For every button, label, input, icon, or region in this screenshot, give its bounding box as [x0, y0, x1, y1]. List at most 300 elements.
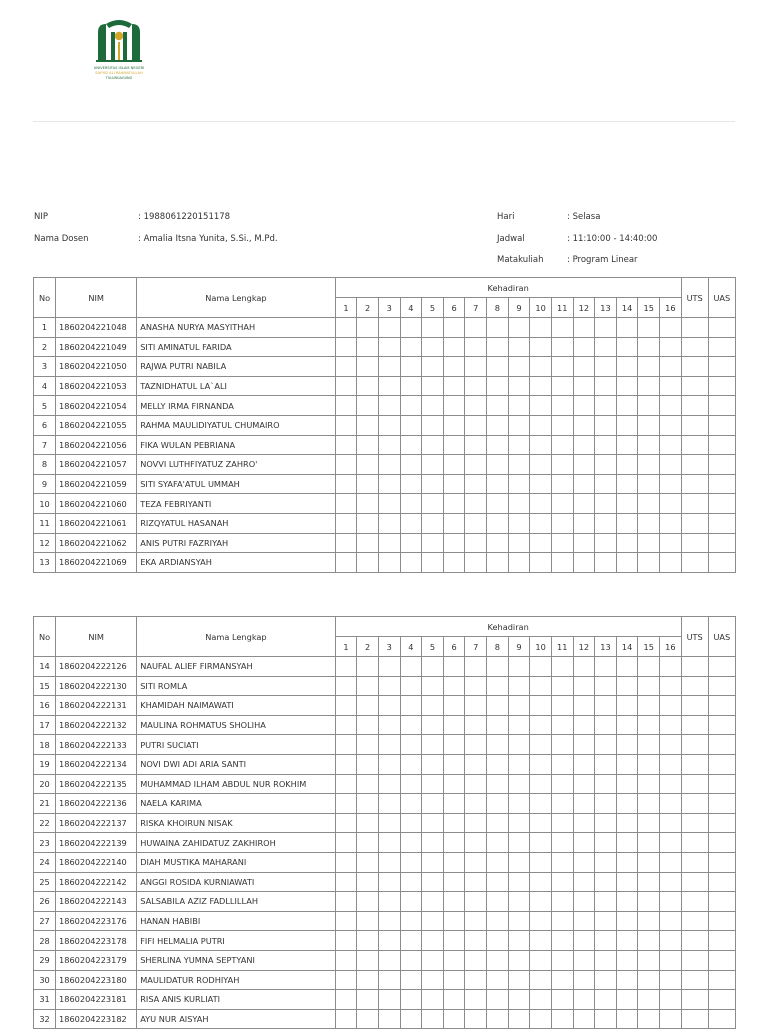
cell-attendance	[551, 396, 573, 416]
cell-attendance	[616, 715, 638, 735]
cell-attendance	[616, 513, 638, 533]
cell-attendance	[335, 357, 357, 377]
cell-nim: 1860204222137	[56, 813, 137, 833]
cell-attendance	[357, 774, 379, 794]
cell-attendance	[595, 337, 617, 357]
cell-uas	[708, 455, 735, 475]
cell-uas	[708, 415, 735, 435]
cell-nim: 1860204222130	[56, 676, 137, 696]
cell-attendance	[335, 376, 357, 396]
cell-attendance	[616, 474, 638, 494]
cell-attendance	[378, 872, 400, 892]
cell-nama: RAHMA MAULIDIYATUL CHUMAIRO	[137, 415, 335, 435]
cell-attendance	[335, 774, 357, 794]
cell-nim: 1860204221059	[56, 474, 137, 494]
cell-attendance	[660, 754, 682, 774]
cell-attendance	[487, 852, 509, 872]
cell-attendance	[573, 455, 595, 475]
cell-attendance	[573, 376, 595, 396]
cell-nama: SITI ROMLA	[137, 676, 335, 696]
cell-attendance	[465, 813, 487, 833]
cell-nama: KHAMIDAH NAIMAWATI	[137, 696, 335, 716]
cell-attendance	[400, 657, 422, 677]
table-row	[34, 754, 736, 774]
cell-attendance	[422, 931, 444, 951]
cell-attendance	[400, 357, 422, 377]
cell-attendance	[573, 813, 595, 833]
cell-attendance	[530, 455, 552, 475]
cell-attendance	[335, 833, 357, 853]
cell-attendance	[465, 676, 487, 696]
cell-attendance	[508, 396, 530, 416]
cell-attendance	[638, 553, 660, 573]
cell-nim: 1860204222135	[56, 774, 137, 794]
cell-attendance	[530, 911, 552, 931]
col-header-session: 12	[573, 637, 595, 657]
cell-attendance	[335, 794, 357, 814]
cell-attendance	[638, 813, 660, 833]
cell-attendance	[660, 872, 682, 892]
col-header-uts: UTS	[681, 278, 708, 318]
cell-attendance	[400, 676, 422, 696]
cell-uts	[681, 696, 708, 716]
cell-attendance	[551, 337, 573, 357]
cell-attendance	[551, 794, 573, 814]
cell-no: 2	[34, 337, 56, 357]
table-row	[34, 455, 736, 475]
cell-attendance	[443, 774, 465, 794]
cell-attendance	[465, 696, 487, 716]
cell-attendance	[595, 892, 617, 912]
cell-nim: 1860204221048	[56, 318, 137, 338]
cell-attendance	[400, 892, 422, 912]
cell-attendance	[487, 657, 509, 677]
cell-attendance	[378, 396, 400, 416]
cell-attendance	[616, 892, 638, 912]
table-row	[34, 553, 736, 573]
cell-nama: EKA ARDIANSYAH	[137, 553, 335, 573]
col-header-session: 16	[660, 637, 682, 657]
cell-attendance	[378, 455, 400, 475]
cell-attendance	[530, 657, 552, 677]
col-header-session: 5	[422, 637, 444, 657]
cell-uts	[681, 735, 708, 755]
col-header-session: 7	[465, 637, 487, 657]
table-row	[34, 357, 736, 377]
cell-attendance	[487, 415, 509, 435]
cell-attendance	[573, 774, 595, 794]
cell-attendance	[400, 376, 422, 396]
cell-attendance	[616, 833, 638, 853]
cell-attendance	[378, 774, 400, 794]
cell-attendance	[530, 474, 552, 494]
cell-attendance	[400, 396, 422, 416]
cell-attendance	[400, 970, 422, 990]
cell-attendance	[357, 872, 379, 892]
cell-attendance	[378, 415, 400, 435]
cell-attendance	[335, 494, 357, 514]
cell-attendance	[660, 1009, 682, 1029]
cell-attendance	[638, 435, 660, 455]
cell-attendance	[616, 813, 638, 833]
cell-attendance	[422, 774, 444, 794]
cell-attendance	[335, 553, 357, 573]
cell-attendance	[400, 318, 422, 338]
cell-nama: PUTRI SUCIATI	[137, 735, 335, 755]
cell-attendance	[422, 415, 444, 435]
cell-attendance	[508, 455, 530, 475]
cell-attendance	[616, 435, 638, 455]
cell-attendance	[335, 474, 357, 494]
cell-attendance	[508, 794, 530, 814]
cell-attendance	[595, 872, 617, 892]
cell-uas	[708, 357, 735, 377]
cell-attendance	[595, 794, 617, 814]
cell-no: 7	[34, 435, 56, 455]
cell-uts	[681, 715, 708, 735]
table-row	[34, 911, 736, 931]
cell-attendance	[660, 990, 682, 1010]
cell-uts	[681, 455, 708, 475]
col-header-nama: Nama Lengkap	[137, 617, 335, 657]
cell-nim: 1860204221055	[56, 415, 137, 435]
cell-attendance	[487, 970, 509, 990]
cell-attendance	[465, 533, 487, 553]
cell-attendance	[400, 990, 422, 1010]
cell-attendance	[443, 931, 465, 951]
cell-attendance	[378, 337, 400, 357]
cell-attendance	[508, 754, 530, 774]
cell-no: 3	[34, 357, 56, 377]
cell-attendance	[378, 892, 400, 912]
dosen-label: Nama Dosen	[34, 234, 89, 244]
cell-nim: 1860204222133	[56, 735, 137, 755]
cell-nim: 1860204221053	[56, 376, 137, 396]
cell-attendance	[638, 950, 660, 970]
cell-attendance	[443, 872, 465, 892]
cell-attendance	[595, 754, 617, 774]
cell-attendance	[357, 892, 379, 912]
cell-attendance	[357, 435, 379, 455]
cell-attendance	[595, 396, 617, 416]
cell-attendance	[616, 990, 638, 1010]
cell-attendance	[443, 455, 465, 475]
cell-uas	[708, 396, 735, 416]
cell-no: 8	[34, 455, 56, 475]
cell-attendance	[400, 455, 422, 475]
cell-attendance	[551, 872, 573, 892]
cell-no: 29	[34, 950, 56, 970]
cell-attendance	[530, 513, 552, 533]
cell-uas	[708, 533, 735, 553]
cell-attendance	[357, 754, 379, 774]
cell-attendance	[357, 676, 379, 696]
table-row	[34, 735, 736, 755]
cell-attendance	[487, 553, 509, 573]
cell-attendance	[465, 513, 487, 533]
cell-uas	[708, 376, 735, 396]
cell-attendance	[573, 357, 595, 377]
cell-attendance	[465, 415, 487, 435]
nip-label: NIP	[34, 212, 48, 222]
cell-attendance	[660, 553, 682, 573]
cell-uas	[708, 990, 735, 1010]
cell-attendance	[660, 696, 682, 716]
cell-attendance	[530, 892, 552, 912]
cell-attendance	[443, 357, 465, 377]
cell-attendance	[465, 852, 487, 872]
cell-attendance	[638, 715, 660, 735]
cell-attendance	[508, 872, 530, 892]
cell-nama: RISA ANIS KURLIATI	[137, 990, 335, 1010]
cell-attendance	[530, 318, 552, 338]
cell-nim: 1860204223182	[56, 1009, 137, 1029]
cell-attendance	[660, 376, 682, 396]
cell-attendance	[551, 735, 573, 755]
cell-attendance	[508, 553, 530, 573]
cell-uts	[681, 911, 708, 931]
cell-attendance	[443, 533, 465, 553]
cell-nim: 1860204223179	[56, 950, 137, 970]
cell-attendance	[551, 990, 573, 1010]
cell-attendance	[638, 337, 660, 357]
cell-no: 23	[34, 833, 56, 853]
cell-attendance	[400, 415, 422, 435]
cell-attendance	[530, 794, 552, 814]
cell-attendance	[443, 676, 465, 696]
cell-attendance	[595, 1009, 617, 1029]
cell-no: 13	[34, 553, 56, 573]
cell-attendance	[357, 494, 379, 514]
col-header-session: 1	[335, 298, 357, 318]
cell-attendance	[616, 735, 638, 755]
col-header-session: 12	[573, 298, 595, 318]
cell-attendance	[530, 715, 552, 735]
cell-uts	[681, 435, 708, 455]
cell-nama: TAZNIDHATUL LA`ALI	[137, 376, 335, 396]
cell-uts	[681, 892, 708, 912]
table-row	[34, 715, 736, 735]
cell-attendance	[378, 474, 400, 494]
jadwal-label: Jadwal	[497, 234, 525, 244]
cell-attendance	[487, 435, 509, 455]
cell-attendance	[573, 735, 595, 755]
cell-attendance	[551, 513, 573, 533]
cell-uts	[681, 813, 708, 833]
cell-attendance	[487, 318, 509, 338]
cell-attendance	[530, 931, 552, 951]
cell-attendance	[487, 396, 509, 416]
cell-attendance	[660, 852, 682, 872]
cell-attendance	[595, 833, 617, 853]
cell-nama: RIZQYATUL HASANAH	[137, 513, 335, 533]
cell-nama: NAUFAL ALIEF FIRMANSYAH	[137, 657, 335, 677]
cell-attendance	[638, 676, 660, 696]
cell-attendance	[335, 950, 357, 970]
cell-attendance	[465, 754, 487, 774]
cell-attendance	[508, 474, 530, 494]
cell-no: 9	[34, 474, 56, 494]
cell-attendance	[638, 1009, 660, 1029]
col-header-session: 8	[487, 637, 509, 657]
cell-no: 10	[34, 494, 56, 514]
cell-attendance	[422, 533, 444, 553]
cell-no: 4	[34, 376, 56, 396]
cell-uas	[708, 794, 735, 814]
cell-attendance	[573, 318, 595, 338]
cell-attendance	[508, 415, 530, 435]
cell-no: 6	[34, 415, 56, 435]
cell-attendance	[638, 754, 660, 774]
cell-attendance	[530, 376, 552, 396]
cell-attendance	[422, 337, 444, 357]
cell-attendance	[551, 415, 573, 435]
cell-attendance	[551, 474, 573, 494]
cell-attendance	[400, 774, 422, 794]
cell-no: 15	[34, 676, 56, 696]
cell-attendance	[595, 676, 617, 696]
cell-attendance	[400, 735, 422, 755]
cell-attendance	[357, 657, 379, 677]
table-row	[34, 872, 736, 892]
cell-attendance	[616, 1009, 638, 1029]
cell-attendance	[335, 872, 357, 892]
cell-attendance	[660, 415, 682, 435]
cell-attendance	[378, 813, 400, 833]
cell-attendance	[465, 872, 487, 892]
col-header-no: No	[34, 278, 56, 318]
cell-attendance	[465, 892, 487, 912]
cell-attendance	[595, 657, 617, 677]
cell-attendance	[378, 435, 400, 455]
cell-attendance	[422, 911, 444, 931]
cell-no: 31	[34, 990, 56, 1010]
cell-uas	[708, 735, 735, 755]
cell-attendance	[573, 970, 595, 990]
cell-attendance	[595, 911, 617, 931]
cell-attendance	[595, 435, 617, 455]
cell-attendance	[616, 774, 638, 794]
cell-attendance	[335, 735, 357, 755]
cell-attendance	[400, 533, 422, 553]
cell-nama: SALSABILA AZIZ FADLLILLAH	[137, 892, 335, 912]
cell-attendance	[660, 911, 682, 931]
cell-no: 26	[34, 892, 56, 912]
cell-no: 1	[34, 318, 56, 338]
cell-attendance	[595, 415, 617, 435]
cell-attendance	[530, 494, 552, 514]
cell-attendance	[487, 892, 509, 912]
col-header-uas: UAS	[708, 278, 735, 318]
cell-nim: 1860204223180	[56, 970, 137, 990]
table-row	[34, 494, 736, 514]
cell-nama: SHERLINA YUMNA SEPTYANI	[137, 950, 335, 970]
cell-nama: FIKA WULAN PEBRIANA	[137, 435, 335, 455]
col-header-uas: UAS	[708, 617, 735, 657]
col-header-uts: UTS	[681, 617, 708, 657]
cell-attendance	[465, 735, 487, 755]
cell-attendance	[638, 415, 660, 435]
cell-attendance	[530, 852, 552, 872]
hari-label: Hari	[497, 212, 515, 222]
cell-attendance	[422, 892, 444, 912]
cell-attendance	[357, 533, 379, 553]
cell-attendance	[508, 435, 530, 455]
cell-attendance	[335, 318, 357, 338]
cell-attendance	[335, 911, 357, 931]
cell-attendance	[443, 474, 465, 494]
cell-attendance	[357, 474, 379, 494]
cell-attendance	[573, 833, 595, 853]
col-header-kehadiran: Kehadiran	[335, 617, 681, 637]
cell-attendance	[465, 318, 487, 338]
cell-uas	[708, 931, 735, 951]
cell-attendance	[551, 1009, 573, 1029]
cell-uts	[681, 950, 708, 970]
cell-attendance	[378, 950, 400, 970]
cell-no: 21	[34, 794, 56, 814]
cell-attendance	[465, 337, 487, 357]
cell-attendance	[573, 337, 595, 357]
cell-uts	[681, 852, 708, 872]
cell-attendance	[378, 696, 400, 716]
cell-nim: 1860204222134	[56, 754, 137, 774]
cell-attendance	[335, 970, 357, 990]
cell-attendance	[660, 494, 682, 514]
cell-attendance	[573, 696, 595, 716]
cell-attendance	[508, 318, 530, 338]
cell-attendance	[508, 735, 530, 755]
cell-attendance	[400, 494, 422, 514]
cell-attendance	[638, 494, 660, 514]
cell-attendance	[378, 553, 400, 573]
cell-attendance	[400, 852, 422, 872]
cell-attendance	[530, 415, 552, 435]
cell-nim: 1860204222126	[56, 657, 137, 677]
col-header-session: 2	[357, 298, 379, 318]
cell-attendance	[508, 950, 530, 970]
cell-nama: RAJWA PUTRI NABILA	[137, 357, 335, 377]
cell-attendance	[357, 696, 379, 716]
cell-no: 28	[34, 931, 56, 951]
cell-attendance	[400, 813, 422, 833]
cell-nim: 1860204221049	[56, 337, 137, 357]
cell-attendance	[660, 435, 682, 455]
cell-attendance	[616, 970, 638, 990]
cell-attendance	[422, 455, 444, 475]
cell-attendance	[443, 833, 465, 853]
table-row	[34, 794, 736, 814]
cell-attendance	[357, 813, 379, 833]
cell-attendance	[465, 455, 487, 475]
cell-attendance	[487, 931, 509, 951]
cell-attendance	[660, 950, 682, 970]
cell-attendance	[530, 813, 552, 833]
cell-nim: 1860204223181	[56, 990, 137, 1010]
table-row	[34, 990, 736, 1010]
cell-uas	[708, 852, 735, 872]
cell-attendance	[551, 852, 573, 872]
cell-attendance	[660, 813, 682, 833]
cell-nim: 1860204223178	[56, 931, 137, 951]
cell-attendance	[335, 931, 357, 951]
cell-attendance	[508, 494, 530, 514]
cell-attendance	[487, 813, 509, 833]
cell-attendance	[530, 754, 552, 774]
cell-nim: 1860204223176	[56, 911, 137, 931]
cell-uas	[708, 435, 735, 455]
cell-attendance	[443, 892, 465, 912]
